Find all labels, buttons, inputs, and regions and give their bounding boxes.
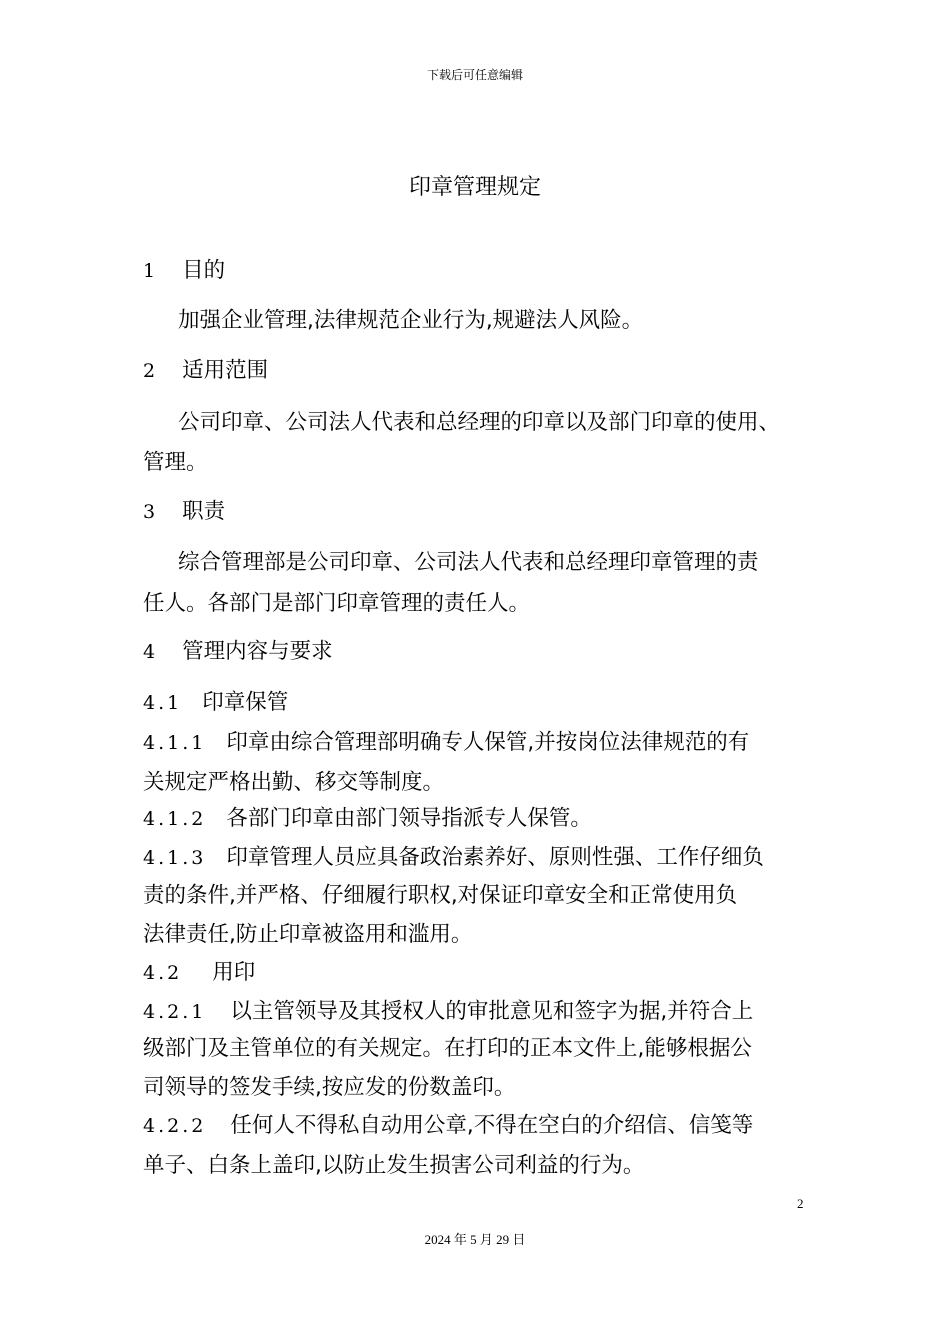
paragraph-line xyxy=(143,445,208,476)
section-number: 4.1.3 xyxy=(143,847,207,869)
paragraph-line xyxy=(143,303,643,334)
paragraph-line xyxy=(143,545,759,576)
line-text: 单子、白条上盖印,以防止发生损害公司利益的行为。 xyxy=(143,1153,645,1178)
line-text: 各部门印章由部门领导指派专人保管。 xyxy=(226,806,592,831)
section-heading-line xyxy=(143,685,288,716)
document-title: 印章管理规定 xyxy=(408,175,541,200)
section-heading-line xyxy=(143,840,764,871)
page-header: 下载后可任意编辑 xyxy=(426,68,523,82)
page-footer-date: 2024 年 5 月 29 日 xyxy=(424,1232,526,1247)
paragraph-line xyxy=(143,1031,752,1062)
section-number: 4.2 xyxy=(143,962,183,984)
line-text: 职责 xyxy=(182,499,226,524)
line-text: 关规定严格出勤、移交等制度。 xyxy=(143,770,445,795)
section-number: 4.1 xyxy=(143,692,183,714)
section-heading-line xyxy=(143,994,753,1025)
line-text: 适用范围 xyxy=(182,358,269,383)
section-heading-line xyxy=(143,634,333,665)
line-text: 任人。各部门是部门印章管理的责任人。 xyxy=(143,591,531,616)
section-number: 4.1.2 xyxy=(143,808,207,830)
section-number: 4.2.2 xyxy=(143,1115,207,1137)
paragraph-line xyxy=(143,1148,644,1179)
section-number: 2 xyxy=(143,360,159,382)
line-text: 责的条件,并严格、仔细履行职权,对保证印章安全和正常使用负 xyxy=(143,883,738,908)
line-text: 印章由综合管理部明确专人保管,并按岗位法律规范的有 xyxy=(226,730,750,755)
section-heading-line xyxy=(143,955,255,986)
line-text: 级部门及主管单位的有关规定。在打印的正本文件上,能够根据公 xyxy=(143,1036,752,1061)
line-text: 目的 xyxy=(182,258,226,283)
section-heading-line xyxy=(143,801,592,832)
section-heading-line xyxy=(143,253,225,284)
line-text: 印章管理人员应具备政治素养好、原则性强、工作仔细负 xyxy=(226,845,764,870)
section-number: 3 xyxy=(143,501,159,523)
line-text: 综合管理部是公司印章、公司法人代表和总经理印章管理的责 xyxy=(178,550,759,575)
section-heading-line xyxy=(143,494,225,525)
paragraph-line xyxy=(143,1070,515,1101)
line-text: 任何人不得私自动用公章,不得在空白的介绍信、信笺等 xyxy=(230,1113,754,1138)
line-text: 司领导的签发手续,按应发的份数盖印。 xyxy=(143,1075,516,1100)
page-number: 2 xyxy=(797,1196,804,1211)
paragraph-line xyxy=(143,765,444,796)
section-number: 4 xyxy=(143,641,159,663)
section-heading-line xyxy=(143,353,268,384)
section-heading-line xyxy=(143,725,749,756)
line-text: 以主管领导及其授权人的审批意见和签字为据,并符合上 xyxy=(230,999,754,1024)
paragraph-line xyxy=(143,917,472,948)
line-text: 加强企业管理,法律规范企业行为,规避法人风险。 xyxy=(178,308,644,333)
section-number: 4.1.1 xyxy=(143,732,207,754)
paragraph-line xyxy=(143,405,780,436)
line-text: 用印 xyxy=(212,960,256,985)
section-heading-line xyxy=(143,1108,753,1139)
paragraph-line xyxy=(143,878,737,909)
line-text: 管理。 xyxy=(143,450,208,475)
section-number: 4.2.1 xyxy=(143,1001,207,1023)
line-text: 公司印章、公司法人代表和总经理的印章以及部门印章的使用、 xyxy=(178,410,781,435)
paragraph-line xyxy=(143,586,530,617)
line-text: 印章保管 xyxy=(202,690,289,715)
section-number: 1 xyxy=(143,260,159,282)
line-text: 管理内容与要求 xyxy=(182,639,333,664)
line-text: 法律责任,防止印章被盗用和滥用。 xyxy=(143,922,473,947)
